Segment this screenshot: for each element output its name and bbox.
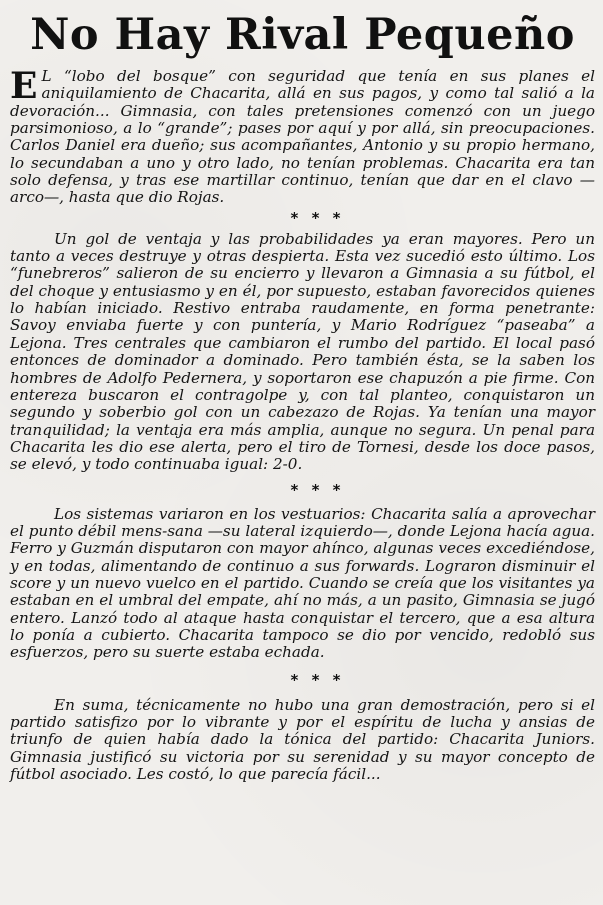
section-separator: * * * [290,670,345,689]
section-separator: * * * [290,480,345,499]
article-headline: No Hay Rival Pequeño [30,10,575,60]
drop-cap: E [10,65,38,107]
article-paragraph-4: En suma, técnicamente no hubo una gran demostración, pero si el partido satisfizo por lo vibrante y por el espíritu de lucha y ansias de triunfo de quien había dado la tónica del partido: Chacarita Juniors. Gimnasia justificó su victoria por su serenidad y su mayor concepto de fútbol asociado. Les costó, lo que parecía fácil... [10,695,595,784]
paragraph-1-text: L “lobo del bosque” con seguridad que tenía en sus planes el aniquilamiento de Chacarita, allá en sus pagos, y como tal salió a la devoración... Gimnasia, con tales pretensiones comenzó con un juego parsimonioso, a lo “grande”; pases por aquí y por allá, sin preocupaciones. Carlos Daniel era dueño; sus acompañantes, Antonio y su propio hermano, lo secundaban a uno y otro lado, no tenían problemas. Chacarita era tan solo defensa, y tras ese martillar continuo, tenían que dar en el clavo —arco—, hasta que dio Rojas. [10,67,595,207]
article-paragraph-3: Los sistemas variaron en los vestuarios: Chacarita salía a aprovechar el punto débil mens-sana —su lateral izquierdo—, donde Lejona hacía agua. Ferro y Guzmán disputaron con mayor ahínco, algunas veces excediéndose, y en todas, alimentando de continuo a sus forwards. Lograron disminuir el score y un nuevo vuelco en el partido. Cuando se creía que los visitantes ya estaban en el umbral del empate, ahí no más, a un pasito, Gimnasia se jugó entero. Lanzó todo al ataque hasta conquistar el tercero, que a esa altura lo ponía a cubierto. Chacarita tampoco se dio por vencido, redobló sus esfuerzos, pero su suerte estaba echada. [10,504,595,662]
section-separator: * * * [290,208,345,227]
article-paragraph-2: Un gol de ventaja y las probabilidades ya eran mayores. Pero un tanto a veces destruye y otras despierta. Esta vez sucedió esto último. Los “funebreros” salieron de su encierro y llevaron a Gimnasia a su fútbol, el del choque y entusiasmo y en él, por supuesto, estaban favorecidos quienes lo habían iniciado. Restivo entraba raudamente, en forma penetrante: Savoy enviaba fuerte y con puntería, y Mario Rodríguez “paseaba” a Lejona. Tres centrales que cambiaron el rumbo del partido. El local pasó entonces de dominador a dominado. Pero también ésta, se la saben los hombres de Adolfo Pedernera, y soportaron ese chapuzón a pie firme. Con entereza buscaron el contragolpe y, con tal planteo, conquistaron un segundo y soberbio gol con un cabezazo de Rojas. Ya tenían una mayor tranquilidad; la ventaja era más amplia, aunque no segura. Un penal para Chacarita les dio ese alerta, pero el tiro de Tornesi, desde los doce pasos, se elevó, y todo continuaba igual: 2-0. [10,229,595,474]
article-paragraph-1 [10,65,595,207]
